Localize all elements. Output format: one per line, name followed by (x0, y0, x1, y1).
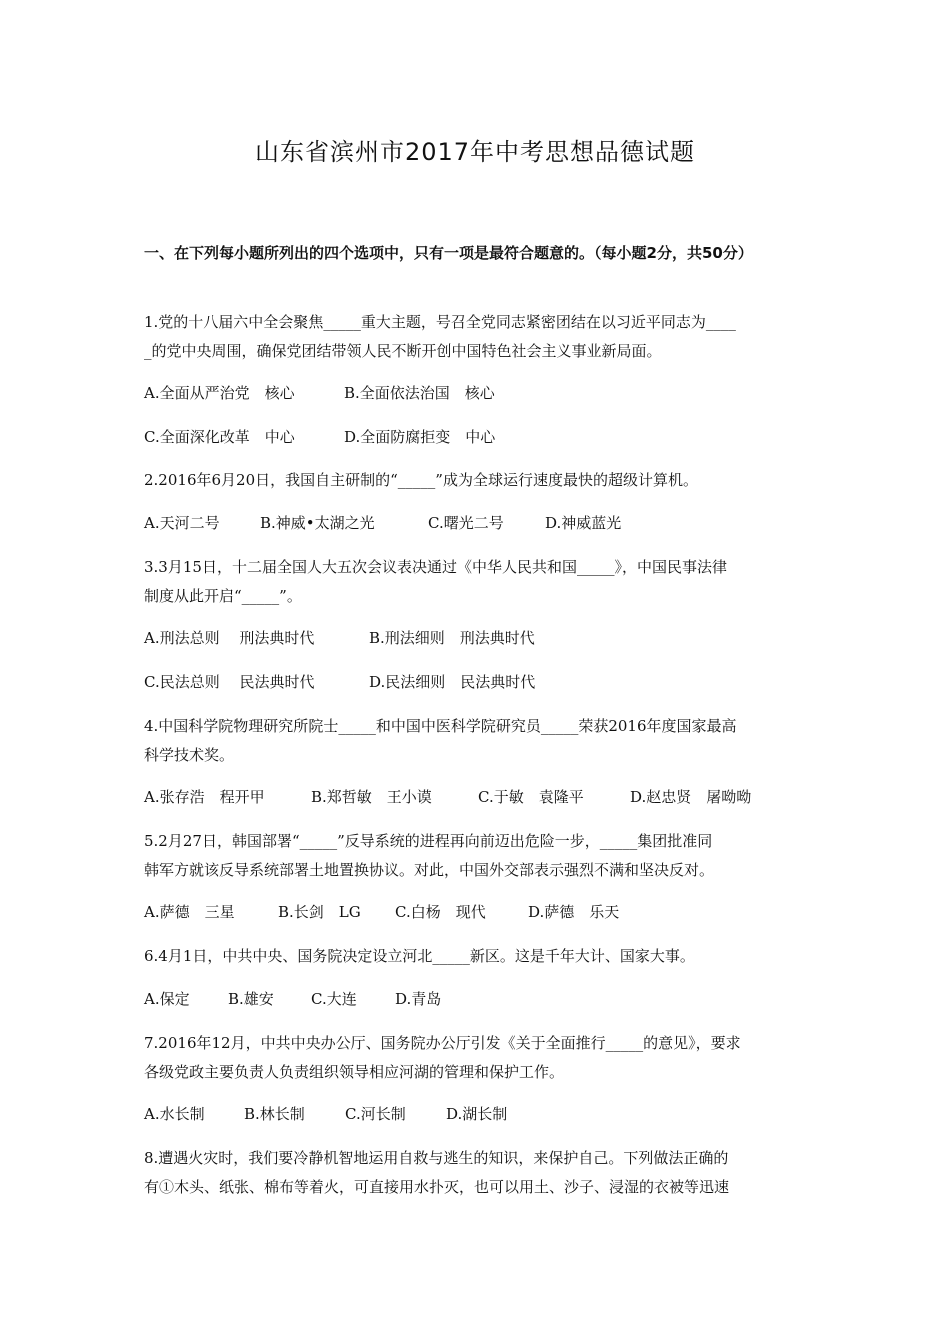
question-5-option-c: C.白杨 现代 (395, 903, 486, 921)
question-3-option-c: C.民法总则 民法典时代 (144, 673, 315, 691)
question-3-option-b: B.刑法细则 刑法典时代 (369, 629, 535, 647)
question-7-option-b: B.林长制 (244, 1105, 305, 1123)
question-3-line-1: 3.3月15日，十二届全国人大五次会议表决通过《中华人民共和国_____》，中国民事法律 (144, 558, 727, 576)
question-2-option-c: C.曙光二号 (428, 514, 504, 532)
question-7-line-1: 7.2016年12月，中共中央办公厅、国务院办公厅引发《关于全面推行_____的意见》，要求 (144, 1034, 741, 1052)
question-7-option-d: D.湖长制 (446, 1105, 508, 1123)
page-title: 山东省滨州市2017年中考思想品德试题 (254, 138, 696, 166)
section-heading: 一、在下列每小题所列出的四个选项中，只有一项是最符合题意的。（每小题2分，共50分） (144, 244, 753, 262)
question-6-options (144, 987, 441, 1011)
question-5-line-2: 韩军方就该反导系统部署土地置换协议。对此，中国外交部表示强烈不满和坚决反对。 (144, 861, 715, 879)
question-1-options-row-1 (144, 381, 495, 405)
question-2-option-d: D.神威蓝光 (545, 514, 622, 532)
question-1-option-c: C.全面深化改革 中心 (144, 428, 295, 446)
question-4-option-d: D.赵忠贤 屠呦呦 (630, 788, 752, 806)
question-6-option-b: B.雄安 (228, 990, 274, 1008)
question-1-option-b: B.全面依法治国 核心 (344, 384, 495, 402)
question-6-option-c: C.大连 (311, 990, 357, 1008)
question-6-line-1: 6.4月1日，中共中央、国务院决定设立河北_____新区。这是千年大计、国家大事。 (144, 947, 695, 965)
question-1-line-1: 1.党的十八届六中全会聚焦_____重大主题，号召全党同志紧密团结在以习近平同志为____ (144, 313, 736, 331)
question-7-option-a: A.水长制 (144, 1105, 205, 1123)
question-4-option-c: C.于敏 袁隆平 (478, 788, 584, 806)
question-5-option-b: B.长剑 LG (278, 903, 361, 921)
question-3-options-row-2 (144, 670, 535, 694)
question-3-line-2: 制度从此开启“_____”。 (144, 587, 302, 605)
question-3-options-row-1 (144, 626, 535, 650)
question-5-line-1: 5.2月27日，韩国部署“_____”反导系统的进程再向前迈出危险一步，_____集团批准同 (144, 832, 713, 850)
question-6-option-d: D.青岛 (395, 990, 442, 1008)
question-6-option-a: A.保定 (144, 990, 190, 1008)
question-1-option-d: D.全面防腐拒变 中心 (344, 428, 496, 446)
question-7-option-c: C.河长制 (345, 1105, 406, 1123)
question-5-option-a: A.萨德 三星 (144, 903, 235, 921)
question-1-option-a: A.全面从严治党 核心 (144, 384, 295, 402)
question-3-option-a: A.刑法总则 刑法典时代 (144, 629, 315, 647)
question-8-line-1: 8.遭遇火灾时，我们要冷静机智地运用自救与逃生的知识，来保护自己。下列做法正确的 (144, 1149, 729, 1167)
question-4-options (144, 785, 751, 809)
question-3-option-d: D.民法细则 民法典时代 (369, 673, 536, 691)
question-2-options (144, 511, 621, 535)
question-4-option-b: B.郑哲敏 王小谟 (311, 788, 432, 806)
question-5-options (144, 900, 619, 924)
question-4-line-2: 科学技术奖。 (144, 746, 235, 764)
question-5-option-d: D.萨德 乐天 (528, 903, 620, 921)
question-4-line-1: 4.中国科学院物理研究所院士_____和中国中医科学院研究员_____荣获2016年度国家最高 (144, 717, 737, 735)
question-1-line-2: _的党中央周围，确保党团结带领人民不断开创中国特色社会主义事业新局面。 (144, 342, 662, 360)
question-7-line-2: 各级党政主要负责人负责组织领导相应河湖的管理和保护工作。 (144, 1063, 565, 1081)
question-2-option-a: A.天河二号 (144, 514, 220, 532)
question-2-line-1: 2.2016年6月20日，我国自主研制的“_____”成为全球运行速度最快的超级计算机。 (144, 471, 698, 489)
question-8-line-2: 有①木头、纸张、棉布等着火，可直接用水扑灭，也可以用土、沙子、浸湿的衣被等迅速 (144, 1178, 730, 1196)
question-1-options-row-2 (144, 425, 495, 449)
question-7-options (144, 1102, 507, 1126)
question-4-option-a: A.张存浩 程开甲 (144, 788, 265, 806)
question-2-option-b: B.神威•太湖之光 (260, 514, 375, 532)
